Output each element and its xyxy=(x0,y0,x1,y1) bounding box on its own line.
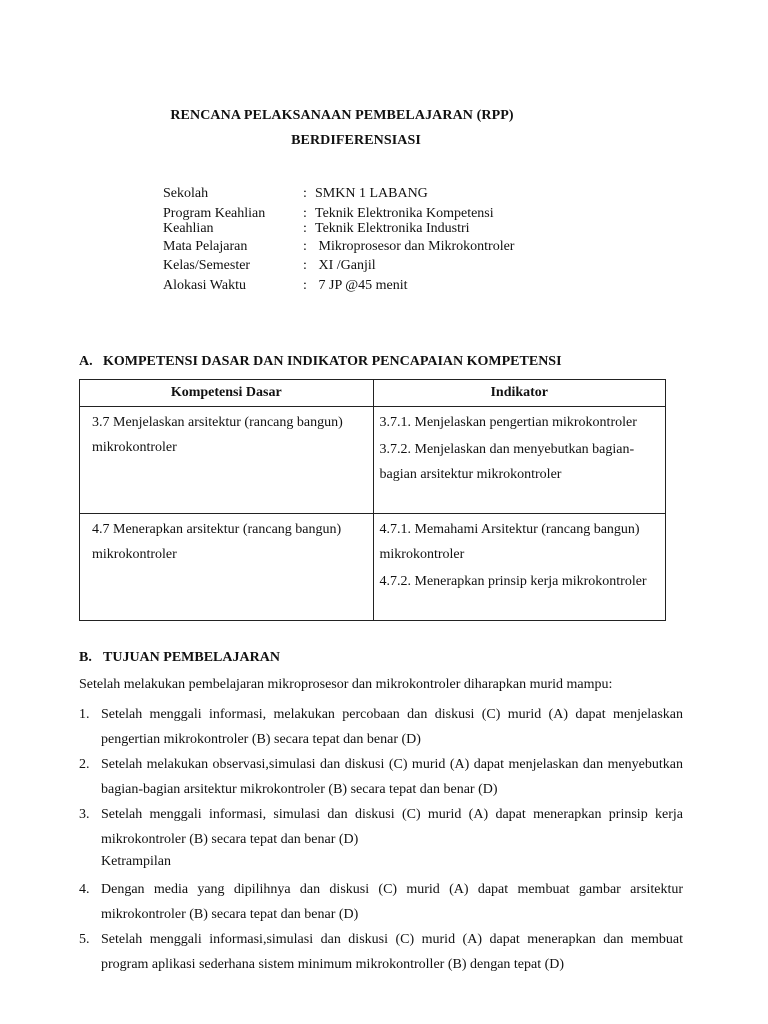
table-row xyxy=(80,514,666,621)
section-letter: B. xyxy=(79,650,92,665)
identity-separator: : xyxy=(303,186,307,201)
section-letter: A. xyxy=(79,354,93,369)
list-item xyxy=(79,927,683,977)
indicator-item: 4.7.2. Menerapkan prinsip kerja mikrokontroler xyxy=(379,574,647,589)
identity-label: Alokasi Waktu xyxy=(163,278,246,293)
identity-separator: : xyxy=(303,221,307,236)
column-header-indikator: Indikator xyxy=(373,380,666,407)
list-item xyxy=(79,752,683,802)
competency-cell: 3.7 Menjelaskan arsitektur (rancang bangun) mikrokontroler xyxy=(80,407,374,514)
identity-label: Sekolah xyxy=(163,186,209,201)
section-b-heading xyxy=(79,650,280,666)
list-item xyxy=(79,802,683,852)
list-number: 1. xyxy=(79,707,90,722)
identity-separator: : xyxy=(303,278,307,293)
document-title: RENCANA PELAKSANAAN PEMBELAJARAN (RPP) xyxy=(170,108,514,123)
competency-cell: 4.7 Menerapkan arsitektur (rancang bangun) mikrokontroler xyxy=(80,514,374,621)
section-b-intro: Setelah melakukan pembelajaran mikroprosesor dan mikrokontroler diharapkan murid mampu: xyxy=(79,677,613,692)
identity-label: Kelas/Semester xyxy=(163,258,251,273)
identity-value: 7 JP @45 menit xyxy=(315,278,408,293)
identity-label: Program Keahlian xyxy=(163,206,266,221)
identity-separator: : xyxy=(303,206,307,221)
list-text: Setelah melakukan observasi,simulasi dan diskusi (C) murid (A) dapat menjelaskan dan menyebutkan bagian-bagian arsitektur mikrokontroler (B) secara tepat dan benar (D) xyxy=(101,757,683,797)
table-row xyxy=(80,407,666,514)
indicator-item: 3.7.1. Menjelaskan pengertian mikrokontroler xyxy=(379,415,637,430)
list-number: 4. xyxy=(79,882,90,897)
section-a-heading xyxy=(79,354,562,370)
indicator-cell xyxy=(373,407,666,514)
list-item xyxy=(79,877,683,927)
identity-label: Mata Pelajaran xyxy=(163,239,248,254)
skills-subheading: Ketrampilan xyxy=(101,854,171,869)
indicator-item: 4.7.1. Memahami Arsitektur (rancang bangun) mikrokontroler xyxy=(379,522,640,562)
identity-value: Teknik Elektronika Industri xyxy=(315,221,470,236)
list-text: Setelah menggali informasi, simulasi dan diskusi (C) murid (A) dapat menerapkan prinsip kerja mikrokontroler (B) secara tepat dan benar (D) xyxy=(101,807,683,847)
list-item xyxy=(79,702,683,752)
section-title: TUJUAN PEMBELAJARAN xyxy=(103,650,280,665)
identity-separator: : xyxy=(303,258,307,273)
list-text: Dengan media yang dipilihnya dan diskusi (C) murid (A) dapat membuat gambar arsitektur mikrokontroler (B) secara tepat dan benar (D) xyxy=(101,882,683,922)
column-header-kompetensi-dasar: Kompetensi Dasar xyxy=(80,380,374,407)
identity-value: XI /Ganjil xyxy=(315,258,376,273)
identity-value: Mikroprosesor dan Mikrokontroler xyxy=(315,239,515,254)
list-text: Setelah menggali informasi, melakukan percobaan dan diskusi (C) murid (A) dapat menjelaskan pengertian mikrokontroler (B) secara tepat dan benar (D) xyxy=(101,707,683,747)
identity-value: SMKN 1 LABANG xyxy=(315,186,428,201)
document-subtitle: BERDIFERENSIASI xyxy=(291,133,421,148)
indicator-cell xyxy=(373,514,666,621)
list-number: 2. xyxy=(79,757,90,772)
table-header-row xyxy=(80,380,666,407)
section-title: KOMPETENSI DASAR DAN INDIKATOR PENCAPAIAN KOMPETENSI xyxy=(103,354,562,369)
list-number: 5. xyxy=(79,932,90,947)
identity-value: Teknik Elektronika Kompetensi xyxy=(315,206,494,221)
indicator-item: 3.7.2. Menjelaskan dan menyebutkan bagian-bagian arsitektur mikrokontroler xyxy=(379,442,635,482)
identity-label: Keahlian xyxy=(163,221,214,236)
list-text: Setelah menggali informasi,simulasi dan diskusi (C) murid (A) dapat menerapkan dan membuat program aplikasi sederhana sistem minimum mikrokontroller (B) dengan tepat (D) xyxy=(101,932,683,972)
identity-separator: : xyxy=(303,239,307,254)
competency-table xyxy=(79,379,666,621)
list-number: 3. xyxy=(79,807,90,822)
